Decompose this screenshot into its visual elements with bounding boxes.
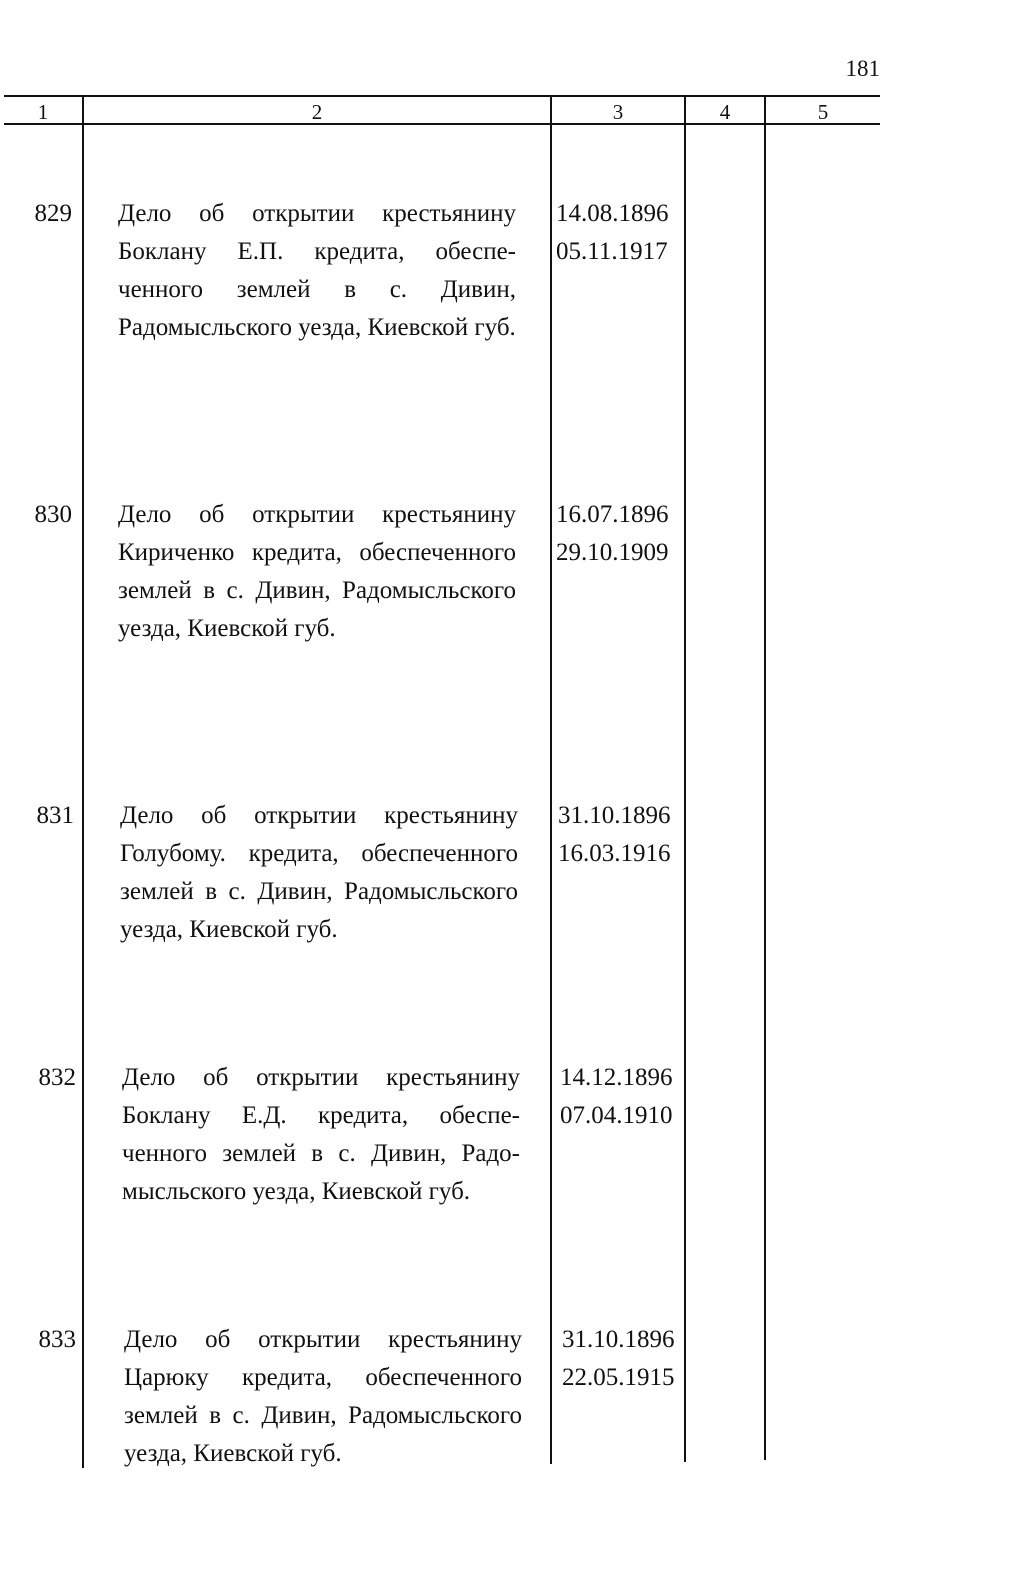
column-divider-4 bbox=[764, 96, 766, 1460]
row-number: 829 bbox=[34, 200, 72, 227]
row-dates bbox=[558, 797, 688, 873]
row-end-date: 22.05.1915 bbox=[562, 1364, 675, 1391]
column-header-4: 4 bbox=[719, 100, 731, 124]
row-dates bbox=[556, 195, 686, 271]
table-top-rule bbox=[4, 95, 880, 97]
row-end-date: 29.10.1909 bbox=[556, 539, 669, 566]
row-title: Дело об открытии крестьянину Боклану Е.П. кредита, обеспеченного землей в с. Дивин, Радомысльского уезда, Киевской губ. bbox=[118, 200, 516, 341]
column-divider-1 bbox=[82, 96, 84, 1468]
column-header-2: 2 bbox=[311, 100, 323, 124]
row-dates bbox=[562, 1321, 692, 1397]
page-number: 181 bbox=[845, 56, 880, 81]
row-number: 830 bbox=[34, 501, 72, 528]
row-end-date: 16.03.1916 bbox=[558, 840, 671, 867]
column-divider-3 bbox=[684, 96, 686, 1462]
row-start-date: 16.07.1896 bbox=[556, 501, 669, 528]
row-start-date: 14.12.1896 bbox=[560, 1064, 673, 1091]
row-end-date: 07.04.1910 bbox=[560, 1102, 673, 1129]
row-dates bbox=[560, 1059, 690, 1135]
row-title: Дело об открытии крестьянину Боклану Е.Д. кредита, обеспеченного землей в с. Дивин, Радомысльского уезда, Киевской губ. bbox=[122, 1064, 520, 1205]
column-header-3: 3 bbox=[612, 100, 624, 124]
row-number: 832 bbox=[38, 1064, 76, 1091]
row-title: Дело об открытии крестьянину Голубому. кредита, обеспеченного землей в с. Дивин, Радомысльского уезда, Киевской губ. bbox=[120, 802, 518, 943]
row-dates bbox=[556, 496, 686, 572]
row-start-date: 31.10.1896 bbox=[558, 802, 671, 829]
row-number: 833 bbox=[38, 1326, 76, 1353]
column-header-1: 1 bbox=[37, 100, 49, 124]
row-end-date: 05.11.1917 bbox=[556, 238, 668, 265]
column-divider-2 bbox=[550, 96, 552, 1464]
row-title: Дело об открытии крестьянину Царюку кредита, обеспеченного землей в с. Дивин, Радомысльского уезда, Киевской губ. bbox=[124, 1326, 522, 1467]
row-title: Дело об открытии крестьянину Кириченко кредита, обеспеченного землей в с. Дивин, Радомысльского уезда, Киевской губ. bbox=[118, 501, 516, 642]
column-header-5: 5 bbox=[817, 100, 829, 124]
row-start-date: 14.08.1896 bbox=[556, 200, 669, 227]
row-number: 831 bbox=[36, 802, 74, 829]
row-start-date: 31.10.1896 bbox=[562, 1326, 675, 1353]
